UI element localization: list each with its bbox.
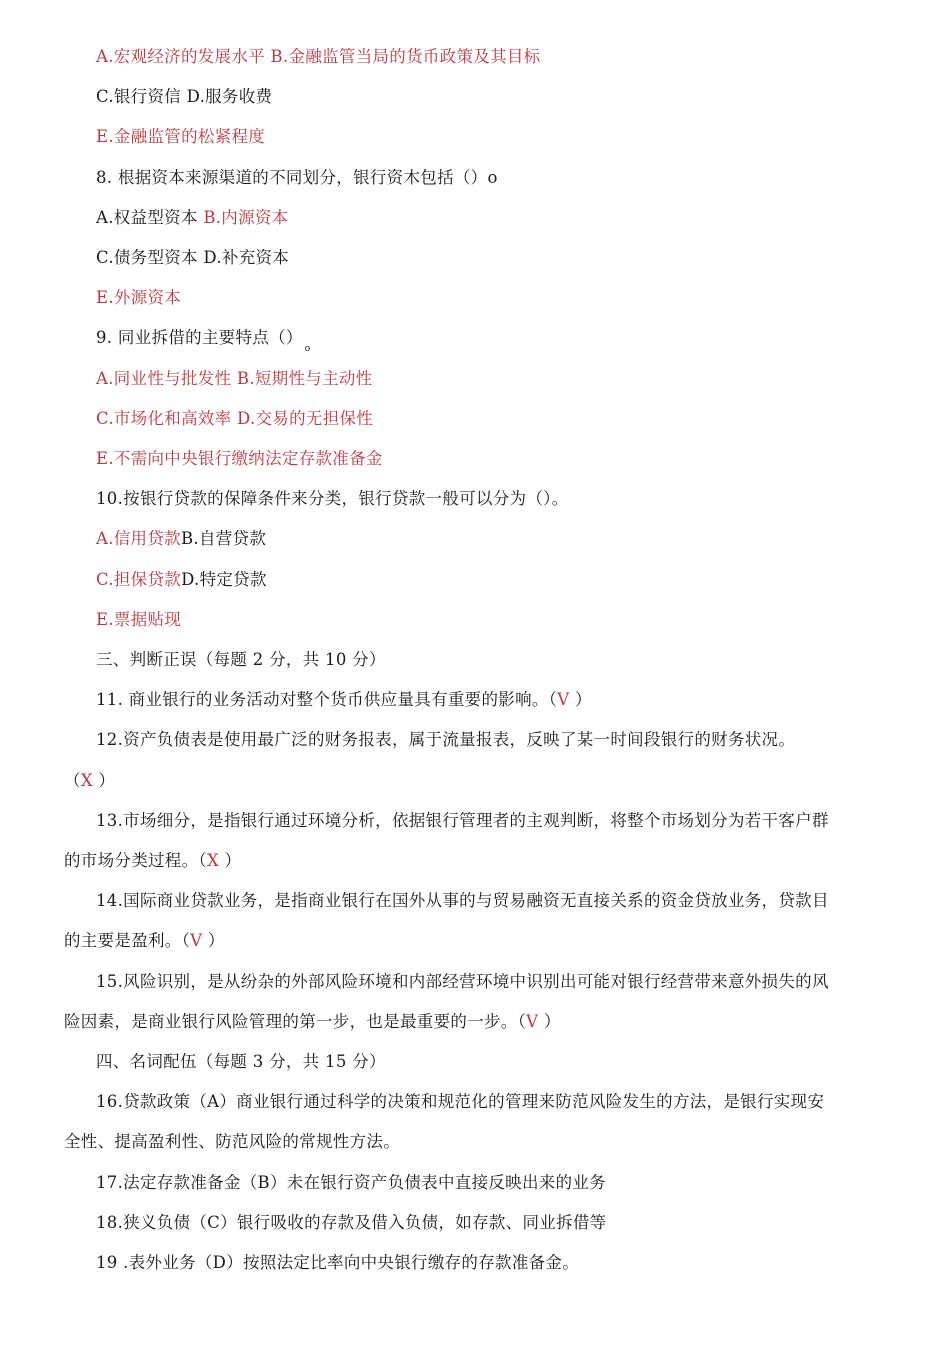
text-line	[96, 569, 267, 591]
text-line	[96, 207, 288, 229]
question-text: 8. 根据资本来源渠道的不同划分，银行资木包括（）o	[96, 167, 498, 187]
answer-text: A.同业性与批发性 B.短期性与主动性	[96, 368, 373, 388]
answer-text: E.金融监管的松紧程度	[96, 127, 266, 147]
text-line	[96, 1172, 606, 1194]
text-line	[64, 1131, 400, 1153]
text-line	[96, 167, 498, 189]
question-text: 17.法定存款准备金（B）未在银行资产负债表中直接反映出来的业务	[96, 1172, 606, 1192]
text-line	[96, 448, 383, 470]
text-line	[96, 1091, 824, 1113]
answer-text: V	[190, 931, 203, 951]
question-text: 四、名词配伍（每题 3 分，共 15 分）	[96, 1052, 386, 1071]
question-text: 的主要是盈利。（	[64, 931, 191, 951]
answer-text: X	[206, 851, 219, 870]
answer-text: E.不需向中央银行缴纳法定存款准备金	[96, 449, 383, 468]
text-line	[96, 368, 372, 390]
question-text: ）	[202, 931, 225, 951]
question-text: D.特定贷款	[181, 569, 267, 589]
question-text: 15.风险识别，是从纷杂的外部风险环境和内部经营环境中识别出可能对银行经营带来意外损失的风	[96, 971, 829, 991]
answer-text: X	[80, 770, 93, 790]
question-text: 的市场分类过程。（	[64, 851, 207, 870]
question-text: 13.市场细分，是指银行通过环境分析，依据银行管理者的主观判断，将整个市场划分为若干客户群	[96, 810, 829, 830]
text-line	[96, 971, 829, 993]
answer-text: A.信用贷款	[96, 529, 181, 549]
question-text: 三、判断正误（每题 2 分，共 10 分）	[96, 650, 386, 669]
question-text: 10.按银行贷款的保障条件来分类，银行贷款一般可以分为（）。	[96, 489, 569, 509]
text-line	[96, 1212, 606, 1234]
text-line	[96, 890, 829, 912]
question-text: （	[64, 770, 81, 790]
question-text: 11. 商业银行的业务活动对整个货币供应量具有重要的影响。（	[96, 690, 558, 710]
question-text: ）	[569, 690, 592, 710]
text-line	[64, 930, 225, 952]
question-text: 19 .表外业务（D）按照法定比率向中央银行缴存的存款准备金。	[96, 1253, 580, 1272]
text-line	[96, 488, 569, 510]
text-line	[96, 327, 310, 360]
answer-text: C.担保贷款	[96, 569, 182, 589]
text-line	[64, 850, 241, 872]
text-line	[96, 1252, 579, 1274]
text-line	[96, 810, 829, 832]
question-text: C.债务型资本 D.补充资本	[96, 248, 290, 267]
answer-text: V	[526, 1011, 539, 1031]
question-text: 12.资产负债表是使用最广泛的财务报表，属于流量报表，反映了某一时间段银行的财务状况。	[96, 730, 796, 750]
text-line	[96, 126, 265, 148]
text-line	[96, 86, 272, 108]
question-text: ）	[92, 770, 116, 790]
text-line	[64, 770, 115, 792]
text-line	[96, 247, 289, 269]
question-text: 14.国际商业贷款业务，是指商业银行在国外从事的与贸易融资无直接关系的资金贷放业务，贷款目	[96, 891, 829, 911]
text-line	[64, 1011, 561, 1033]
text-line	[96, 649, 386, 671]
answer-text: V	[557, 690, 570, 710]
question-text: 16.贷款政策（A）商业银行通过科学的决策和规范化的管理来防范风险发生的方法，是银行实现安	[96, 1092, 825, 1112]
question-text: C.银行资信 D.服务收费	[96, 87, 273, 107]
text-line	[96, 609, 181, 631]
text-line	[96, 408, 373, 430]
text-line	[96, 1051, 386, 1073]
question-text: B.自营贷款	[180, 529, 267, 549]
question-text: 险因素，是商业银行风险管理的第一步，也是最重要的一步。（	[64, 1011, 527, 1031]
answer-text: B.内源资本	[203, 207, 289, 227]
text-line	[96, 689, 592, 711]
question-text: 9. 同业拆借的主要特点（）	[96, 328, 303, 348]
answer-text: A.宏观经济的发展水平 B.金融监管当局的货币政策及其目标	[96, 47, 541, 66]
question-text: 全性、提高盈利性、防范风险的常规性方法。	[64, 1132, 400, 1152]
question-text: 18.狭义负债（C）银行吸收的存款及借入负债，如存款、同业拆借等	[96, 1212, 607, 1232]
question-text: ）	[538, 1011, 561, 1031]
text-line	[96, 528, 266, 550]
stray-mark: o	[304, 344, 311, 355]
question-text: ）	[219, 851, 242, 870]
answer-text: E.票据贴现	[96, 609, 182, 629]
text-line	[96, 46, 540, 68]
answer-text: C.市场化和高效率 D.交易的无担保性	[96, 408, 374, 428]
answer-text: E.外源资本	[96, 288, 182, 308]
question-text: A.权益型资本	[96, 207, 204, 227]
text-line	[96, 729, 795, 751]
text-line	[96, 287, 181, 309]
